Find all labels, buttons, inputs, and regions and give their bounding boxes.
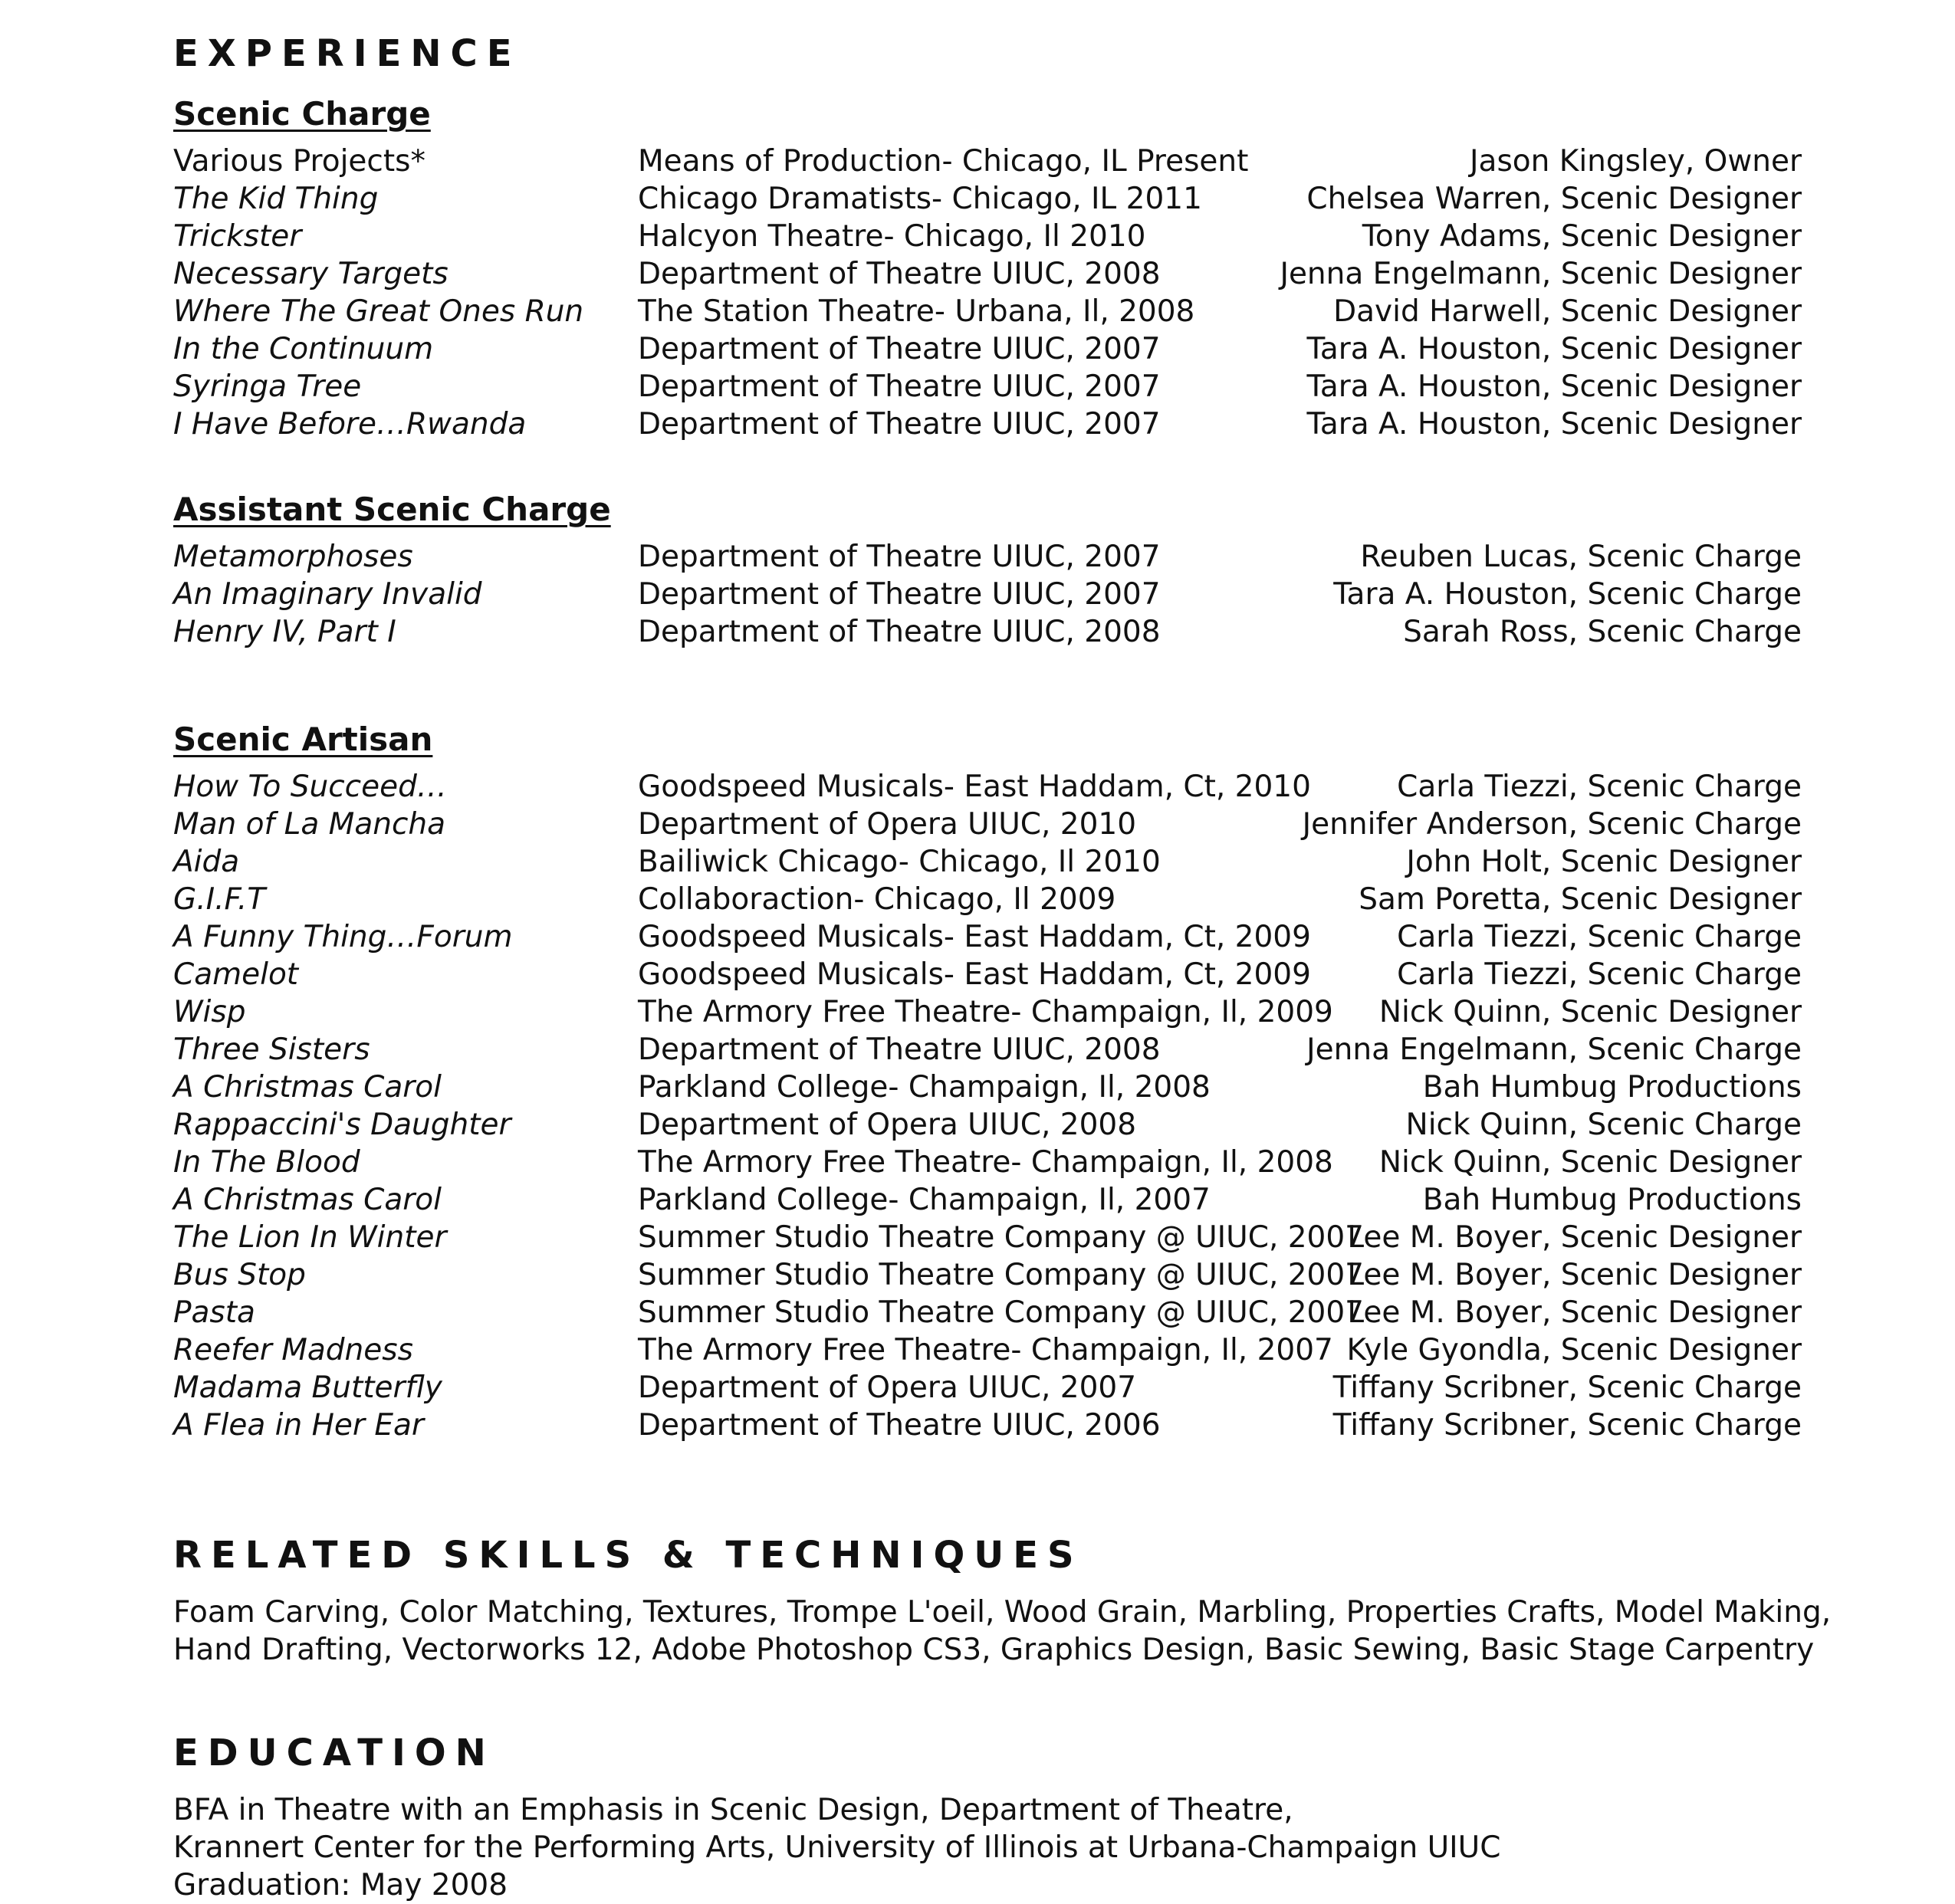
experience-heading: EXPERIENCE xyxy=(173,32,521,75)
supervisor-contact: Chelsea Warren, Scenic Designer xyxy=(1306,182,1802,216)
venue-and-year: The Armory Free Theatre- Champaign, Il, 2008 xyxy=(638,1145,1333,1180)
venue-and-year: Department of Theatre UIUC, 2007 xyxy=(638,369,1161,404)
supervisor-contact: Sam Poretta, Scenic Designer xyxy=(1359,882,1802,917)
list-item xyxy=(173,613,1802,651)
list-item xyxy=(173,538,1802,576)
supervisor-contact: Jenna Engelmann, Scenic Charge xyxy=(1306,1032,1802,1067)
list-item xyxy=(173,143,1802,180)
list-item xyxy=(173,881,1802,918)
list-item xyxy=(173,576,1802,613)
skills-line-2: Hand Drafting, Vectorworks 12, Adobe Photoshop CS3, Graphics Design, Basic Sewing, Basic Stage Carpentry xyxy=(173,1633,1815,1667)
list-item xyxy=(173,293,1802,330)
supervisor-contact: Tony Adams, Scenic Designer xyxy=(1362,219,1802,254)
education-heading: EDUCATION xyxy=(173,1732,495,1774)
list-item xyxy=(173,1069,1802,1106)
venue-and-year: Parkland College- Champaign, Il, 2007 xyxy=(638,1183,1211,1217)
list-item xyxy=(173,1144,1802,1181)
scenic-artisan-list xyxy=(173,768,1802,1444)
supervisor-contact: Jason Kingsley, Owner xyxy=(1470,144,1802,179)
resume-page xyxy=(173,31,1832,1904)
venue-and-year: The Station Theatre- Urbana, Il, 2008 xyxy=(638,294,1195,329)
list-item xyxy=(173,1106,1802,1144)
production-title: Camelot xyxy=(173,957,299,992)
production-title: Henry IV, Part I xyxy=(173,615,396,649)
assistant-scenic-charge-heading: Assistant Scenic Charge xyxy=(173,491,611,528)
supervisor-contact: Reuben Lucas, Scenic Charge xyxy=(1360,540,1802,574)
education-line-2: Krannert Center for the Performing Arts, University of Illinois at Urbana-Champaign UIUC xyxy=(173,1830,1501,1865)
production-title: Various Projects* xyxy=(173,144,426,179)
supervisor-contact: Carla Tiezzi, Scenic Charge xyxy=(1397,957,1802,992)
venue-and-year: Department of Opera UIUC, 2008 xyxy=(638,1108,1137,1142)
venue-and-year: Goodspeed Musicals- East Haddam, Ct, 2010 xyxy=(638,770,1311,804)
production-title: Where The Great Ones Run xyxy=(173,294,584,329)
venue-and-year: Department of Theatre UIUC, 2007 xyxy=(638,332,1161,366)
production-title: A Flea in Her Ear xyxy=(173,1408,424,1443)
assistant-scenic-charge-list xyxy=(173,538,1802,651)
list-item xyxy=(173,993,1802,1031)
supervisor-contact: Jenna Engelmann, Scenic Designer xyxy=(1280,257,1802,291)
production-title: Trickster xyxy=(173,219,302,254)
production-title: Metamorphoses xyxy=(173,540,413,574)
supervisor-contact: Sarah Ross, Scenic Charge xyxy=(1403,615,1802,649)
production-title: In The Blood xyxy=(173,1145,360,1180)
supervisor-contact: Lee M. Boyer, Scenic Designer xyxy=(1347,1295,1802,1330)
venue-and-year: Department of Theatre UIUC, 2006 xyxy=(638,1408,1161,1443)
list-item xyxy=(173,255,1802,293)
production-title: The Lion In Winter xyxy=(173,1220,447,1255)
supervisor-contact: Nick Quinn, Scenic Designer xyxy=(1378,1145,1802,1180)
production-title: A Christmas Carol xyxy=(173,1070,442,1105)
list-item xyxy=(173,368,1802,405)
skills-heading: RELATED SKILLS & TECHNIQUES xyxy=(173,1534,1083,1577)
supervisor-contact: Carla Tiezzi, Scenic Charge xyxy=(1397,920,1802,954)
scenic-artisan-heading: Scenic Artisan xyxy=(173,721,433,758)
venue-and-year: Summer Studio Theatre Company @ UIUC, 2007 xyxy=(638,1258,1364,1292)
supervisor-contact: Carla Tiezzi, Scenic Charge xyxy=(1397,770,1802,804)
education-line-1: BFA in Theatre with an Emphasis in Scenic Design, Department of Theatre, xyxy=(173,1793,1293,1827)
production-title: G.I.F.T xyxy=(173,882,266,917)
list-item xyxy=(173,768,1802,806)
list-item xyxy=(173,1369,1802,1407)
list-item xyxy=(173,218,1802,255)
venue-and-year: Goodspeed Musicals- East Haddam, Ct, 2009 xyxy=(638,920,1311,954)
list-item xyxy=(173,918,1802,956)
production-title: A Christmas Carol xyxy=(173,1183,442,1217)
education-line-3: Graduation: May 2008 xyxy=(173,1868,508,1902)
venue-and-year: Chicago Dramatists- Chicago, IL 2011 xyxy=(638,182,1202,216)
production-title: Reefer Madness xyxy=(173,1333,413,1367)
supervisor-contact: Lee M. Boyer, Scenic Designer xyxy=(1347,1220,1802,1255)
supervisor-contact: Nick Quinn, Scenic Designer xyxy=(1378,995,1802,1029)
supervisor-contact: Tara A. Houston, Scenic Charge xyxy=(1333,577,1802,612)
list-item xyxy=(173,843,1802,881)
venue-and-year: Department of Theatre UIUC, 2008 xyxy=(638,257,1161,291)
venue-and-year: The Armory Free Theatre- Champaign, Il, 2007 xyxy=(638,1333,1333,1367)
venue-and-year: Goodspeed Musicals- East Haddam, Ct, 2009 xyxy=(638,957,1311,992)
venue-and-year: The Armory Free Theatre- Champaign, Il, 2009 xyxy=(638,995,1333,1029)
production-title: Bus Stop xyxy=(173,1258,306,1292)
venue-and-year: Department of Theatre UIUC, 2007 xyxy=(638,407,1161,442)
list-item xyxy=(173,405,1802,443)
list-item xyxy=(173,1407,1802,1444)
list-item xyxy=(173,180,1802,218)
production-title: Madama Butterfly xyxy=(173,1371,442,1405)
supervisor-contact: Bah Humbug Productions xyxy=(1422,1070,1802,1105)
supervisor-contact: Nick Quinn, Scenic Charge xyxy=(1405,1108,1802,1142)
scenic-charge-list xyxy=(173,143,1802,443)
list-item xyxy=(173,1219,1802,1256)
list-item xyxy=(173,806,1802,843)
supervisor-contact: Jennifer Anderson, Scenic Charge xyxy=(1302,807,1802,842)
supervisor-contact: Lee M. Boyer, Scenic Designer xyxy=(1347,1258,1802,1292)
production-title: How To Succeed… xyxy=(173,770,447,804)
supervisor-contact: Tara A. Houston, Scenic Designer xyxy=(1306,332,1802,366)
production-title: An Imaginary Invalid xyxy=(173,577,482,612)
venue-and-year: Parkland College- Champaign, Il, 2008 xyxy=(638,1070,1211,1105)
venue-and-year: Department of Theatre UIUC, 2008 xyxy=(638,615,1161,649)
venue-and-year: Means of Production- Chicago, IL Present xyxy=(638,144,1249,179)
venue-and-year: Department of Theatre UIUC, 2007 xyxy=(638,577,1161,612)
venue-and-year: Halcyon Theatre- Chicago, Il 2010 xyxy=(638,219,1146,254)
list-item xyxy=(173,330,1802,368)
production-title: In the Continuum xyxy=(173,332,434,366)
venue-and-year: Department of Opera UIUC, 2007 xyxy=(638,1371,1137,1405)
supervisor-contact: Tiffany Scribner, Scenic Charge xyxy=(1332,1371,1802,1405)
production-title: Man of La Mancha xyxy=(173,807,445,842)
supervisor-contact: Bah Humbug Productions xyxy=(1422,1183,1802,1217)
venue-and-year: Summer Studio Theatre Company @ UIUC, 2007 xyxy=(638,1220,1364,1255)
supervisor-contact: Tiffany Scribner, Scenic Charge xyxy=(1332,1408,1802,1443)
venue-and-year: Summer Studio Theatre Company @ UIUC, 2007 xyxy=(638,1295,1364,1330)
list-item xyxy=(173,1331,1802,1369)
list-item xyxy=(173,956,1802,993)
supervisor-contact: Tara A. Houston, Scenic Designer xyxy=(1306,407,1802,442)
supervisor-contact: David Harwell, Scenic Designer xyxy=(1333,294,1802,329)
production-title: Aida xyxy=(173,845,240,879)
production-title: Necessary Targets xyxy=(173,257,449,291)
production-title: A Funny Thing…Forum xyxy=(173,920,513,954)
skills-line-1: Foam Carving, Color Matching, Textures, Trompe L'oeil, Wood Grain, Marbling, Properties Crafts, Model Making, xyxy=(173,1595,1832,1630)
production-title: Three Sisters xyxy=(173,1032,370,1067)
venue-and-year: Collaboraction- Chicago, Il 2009 xyxy=(638,882,1116,917)
venue-and-year: Bailiwick Chicago- Chicago, Il 2010 xyxy=(638,845,1161,879)
production-title: The Kid Thing xyxy=(173,182,379,216)
list-item xyxy=(173,1031,1802,1069)
production-title: Wisp xyxy=(173,995,246,1029)
production-title: Syringa Tree xyxy=(173,369,362,404)
venue-and-year: Department of Opera UIUC, 2010 xyxy=(638,807,1137,842)
venue-and-year: Department of Theatre UIUC, 2007 xyxy=(638,540,1161,574)
supervisor-contact: Kyle Gyondla, Scenic Designer xyxy=(1346,1333,1802,1367)
production-title: Rappaccini's Daughter xyxy=(173,1108,511,1142)
venue-and-year: Department of Theatre UIUC, 2008 xyxy=(638,1032,1161,1067)
scenic-charge-heading: Scenic Charge xyxy=(173,95,431,133)
supervisor-contact: Tara A. Houston, Scenic Designer xyxy=(1306,369,1802,404)
list-item xyxy=(173,1256,1802,1294)
list-item xyxy=(173,1294,1802,1331)
supervisor-contact: John Holt, Scenic Designer xyxy=(1406,845,1802,879)
production-title: Pasta xyxy=(173,1295,255,1330)
production-title: I Have Before…Rwanda xyxy=(173,407,527,442)
list-item xyxy=(173,1181,1802,1219)
